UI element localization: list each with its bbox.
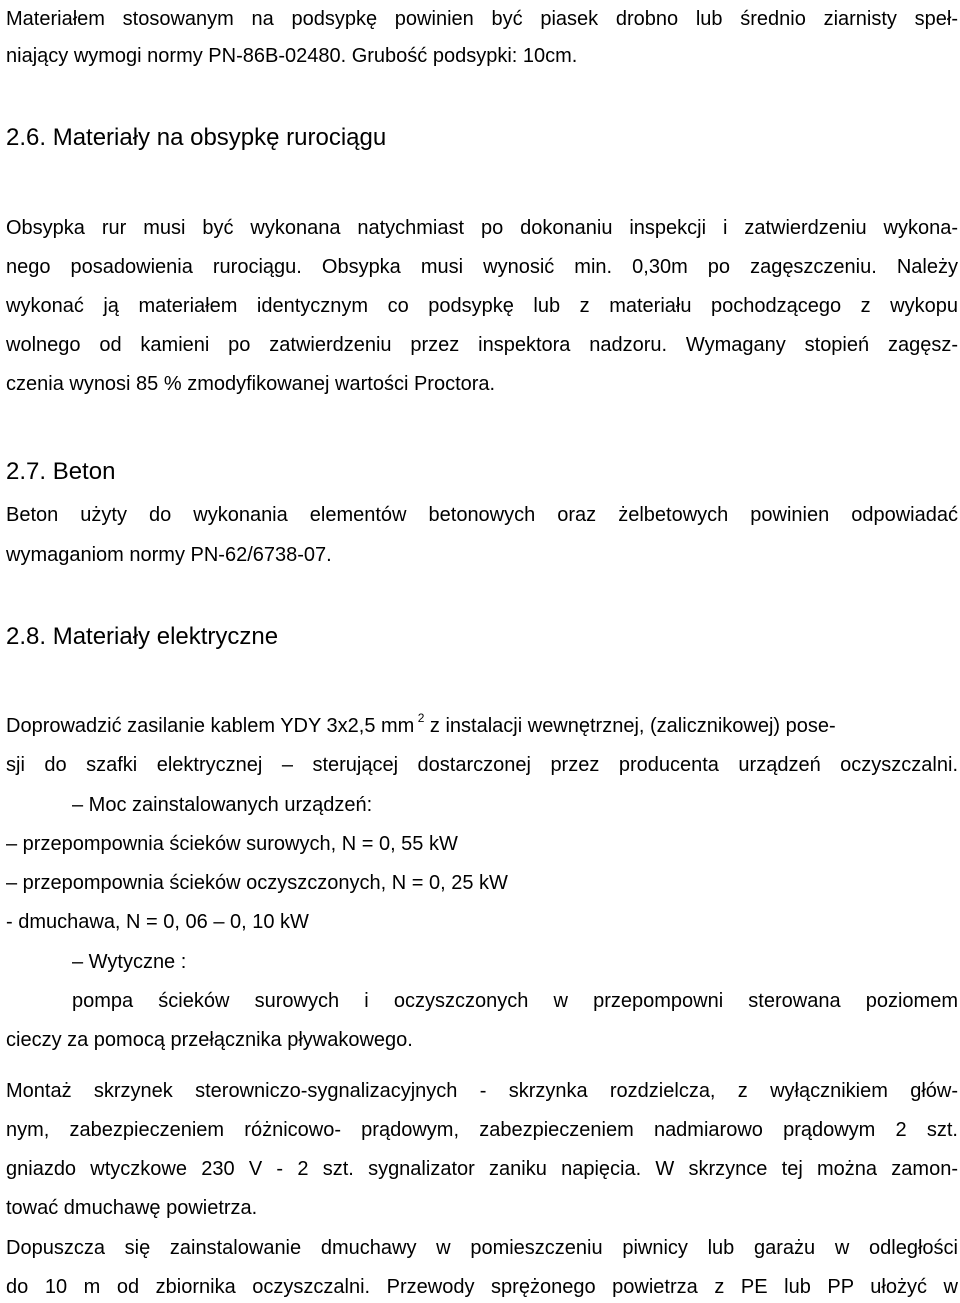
paragraph-line: nym, zabezpieczeniem różnicowo- prądowym, zabezpieczeniem nadmiarowo prądowym 2 szt. bbox=[6, 1119, 958, 1141]
paragraph-line: czenia wynosi 85 % zmodyfikowanej wartości Proctora. bbox=[6, 373, 496, 395]
paragraph-line: niający wymogi normy PN-86B-02480. Grubość podsypki: 10cm. bbox=[6, 45, 578, 67]
paragraph-line: cieczy za pomocą przełącznika pływakowego. bbox=[6, 1029, 413, 1051]
text-span: Doprowadzić zasilanie kablem YDY 3x2,5 mm bbox=[6, 715, 415, 737]
paragraph-line: wykonać ją materiałem identycznym co podsypkę lub z materiału pochodzącego z wykopu bbox=[6, 295, 958, 317]
paragraph-line: Dopuszcza się zainstalowanie dmuchawy w pomieszczeniu piwnicy lub garażu w odległości bbox=[6, 1237, 958, 1259]
list-item: – przepompownia ścieków oczyszczonych, N = 0, 25 kW bbox=[6, 872, 508, 894]
section-heading: 2.8. Materiały elektryczne bbox=[6, 623, 279, 650]
list-heading: – Wytyczne : bbox=[72, 951, 187, 973]
paragraph-line: wolnego od kamieni po zatwierdzeniu przez inspektora nadzoru. Wymagany stopień zagęsz- bbox=[6, 334, 958, 356]
text-span: z instalacji wewnętrznej, (zalicznikowej) pose- bbox=[424, 715, 836, 737]
list-item: – przepompownia ścieków surowych, N = 0, 55 kW bbox=[6, 833, 458, 855]
section-heading: 2.7. Beton bbox=[6, 458, 116, 485]
paragraph-line bbox=[6, 711, 958, 738]
paragraph-line: Obsypka rur musi być wykonana natychmiast po dokonaniu inspekcji i zatwierdzeniu wykona- bbox=[6, 217, 958, 239]
list-item: - dmuchawa, N = 0, 06 – 0, 10 kW bbox=[6, 911, 309, 933]
paragraph-line: gniazdo wtyczkowe 230 V - 2 szt. sygnalizator zaniku napięcia. W skrzynce tej można zamon- bbox=[6, 1158, 958, 1180]
paragraph-line: Montaż skrzynek sterowniczo-sygnalizacyjnych - skrzynka rozdzielcza, z wyłącznikiem głów- bbox=[6, 1080, 958, 1102]
paragraph-line: pompa ścieków surowych i oczyszczonych w przepompowni sterowana poziomem bbox=[72, 990, 958, 1012]
paragraph-line: do 10 m od zbiornika oczyszczalni. Przewody sprężonego powietrza z PE lub PP ułożyć w bbox=[6, 1276, 958, 1298]
paragraph-line: Beton użyty do wykonania elementów betonowych oraz żelbetowych powinien odpowiadać bbox=[6, 504, 958, 526]
paragraph-line: wymaganiom normy PN-62/6738-07. bbox=[6, 544, 332, 566]
list-heading: – Moc zainstalowanych urządzeń: bbox=[72, 794, 373, 816]
section-heading: 2.6. Materiały na obsypkę rurociągu bbox=[6, 124, 387, 151]
paragraph-line: nego posadowienia rurociągu. Obsypka musi wynosić min. 0,30m po zagęszczeniu. Należy bbox=[6, 256, 958, 278]
paragraph-line: tować dmuchawę powietrza. bbox=[6, 1197, 258, 1219]
superscript: 2 bbox=[417, 711, 425, 725]
paragraph-line: Materiałem stosowanym na podsypkę powinien być piasek drobno lub średnio ziarnisty speł- bbox=[6, 8, 958, 30]
paragraph-line: sji do szafki elektrycznej – sterującej dostarczonej przez producenta urządzeń oczyszczalni. bbox=[6, 754, 958, 776]
